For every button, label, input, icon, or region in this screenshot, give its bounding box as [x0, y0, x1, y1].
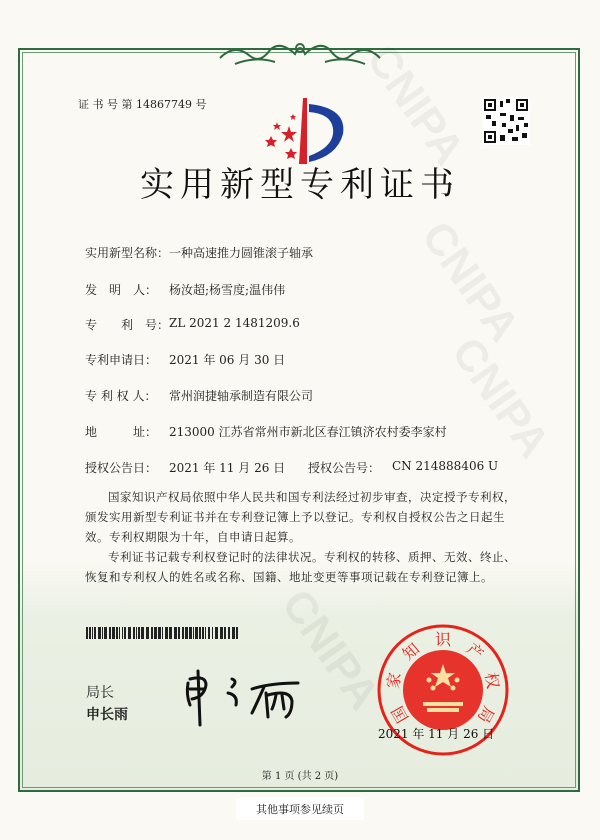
barcode-bar: [228, 627, 230, 639]
barcode-bar: [133, 627, 135, 639]
barcode-bar: [98, 627, 101, 639]
seal-character: 局: [474, 702, 499, 727]
barcode-bar: [162, 627, 163, 639]
field-value: ZL 2021 2 1481209.6: [169, 316, 300, 330]
footer-note: 其他事项参见续页: [236, 798, 364, 820]
barcode-bar: [89, 627, 91, 639]
watermark: CNIPA: [272, 580, 389, 719]
page-title: 实用新型专利证书: [140, 165, 460, 205]
barcode: [86, 627, 240, 639]
field-value: 2021 年 11 月 26 日: [169, 461, 286, 475]
field-value: 杨汝超;杨雪度;温伟伟: [169, 283, 286, 297]
barcode-bar: [178, 627, 180, 639]
field-value: 213000 江苏省常州市新北区春江镇济农村委李家村: [169, 425, 447, 439]
barcode-bar: [154, 627, 157, 639]
field-grant-date: [85, 459, 285, 476]
field-label: 专利申请日：: [85, 353, 158, 367]
field-label: 授权公告日：: [85, 461, 158, 475]
barcode-bar: [169, 627, 172, 639]
barcode-bar: [199, 627, 201, 639]
seal-date: 2021 年 11 月 26 日: [378, 727, 495, 741]
barcode-bar: [165, 627, 168, 639]
watermark: CNIPA: [412, 212, 529, 351]
barcode-bar: [104, 627, 107, 639]
field-name: [85, 244, 313, 261]
field-inventors: [85, 281, 285, 298]
barcode-bar: [215, 627, 218, 639]
barcode-bar: [220, 627, 223, 639]
barcode-bar: [94, 627, 96, 639]
barcode-bar: [116, 627, 118, 639]
barcode-bar: [158, 627, 161, 639]
field-label: 专 利 权 人：: [85, 389, 157, 403]
field-patent-number: [85, 316, 300, 333]
barcode-bar: [202, 627, 204, 639]
seal-character: 权: [481, 671, 503, 691]
barcode-bar: [232, 627, 235, 639]
barcode-bar: [189, 627, 192, 639]
cnipa-logo: [255, 96, 350, 168]
field-label: 实用新型名称：: [85, 246, 170, 260]
director-name: 申长雨: [86, 707, 128, 723]
seal-character: 知: [398, 638, 424, 664]
barcode-bar: [193, 627, 194, 639]
field-label: 授权公告号：: [308, 461, 381, 475]
barcode-bar: [182, 627, 184, 639]
qr-code: [482, 97, 530, 145]
grant-statement: 国家知识产权局依照中华人民共和国专利法经过初步审查，决定授予专利权，颁发实用新型专利证书并在专利登记簿上予以登记。专利权自授权公告之日起生效。专利权期限为十年，自申请日起算。: [85, 490, 516, 544]
barcode-bar: [146, 627, 149, 639]
barcode-bar: [174, 627, 177, 639]
barcode-bar: [124, 627, 126, 639]
page-info: 第 1 页 (共 2 页): [261, 771, 339, 782]
seal-character: 识: [435, 630, 452, 649]
barcode-bar: [102, 627, 103, 639]
seal-character: 家: [383, 671, 405, 691]
legal-status-statement: 专利证书记载专利权登记时的法律状况。专利权的转移、质押、无效、终止、恢复和专利权人的姓名或名称、国籍、地址变更等事项记载在专利登记簿上。: [85, 550, 516, 584]
director-signature: [180, 665, 310, 730]
barcode-bar: [128, 627, 131, 639]
barcode-bar: [236, 627, 238, 639]
field-application-date: [85, 351, 285, 368]
field-value: 2021 年 06 月 30 日: [169, 353, 286, 367]
seal-character: 产: [462, 638, 488, 664]
barcode-bar: [212, 627, 213, 639]
watermark: CNIPA: [442, 328, 559, 467]
barcode-bar: [122, 627, 123, 639]
barcode-bar: [138, 627, 140, 639]
barcode-bar: [119, 627, 120, 639]
barcode-bar: [136, 627, 137, 639]
seal-character: 国: [387, 702, 412, 727]
field-label: 地 址：: [85, 425, 158, 439]
field-value: 一种高速推力圆锥滚子轴承: [169, 246, 314, 260]
field-address: [85, 423, 447, 440]
field-announcement-number: [308, 459, 498, 476]
director-title: 局长: [86, 685, 114, 701]
barcode-bar: [112, 627, 115, 639]
field-patentee: [85, 387, 313, 404]
field-label: 发 明 人：: [85, 283, 158, 297]
barcode-bar: [109, 627, 111, 639]
seal-text-ring: [375, 622, 511, 727]
barcode-bar: [185, 627, 188, 639]
field-value: 常州润捷轴承制造有限公司: [169, 389, 314, 403]
watermark: CNIPA: [357, 35, 474, 174]
barcode-bar: [205, 627, 206, 639]
barcode-bar: [141, 627, 144, 639]
field-label: 专 利 号：: [85, 318, 170, 332]
barcode-bar: [224, 627, 226, 639]
barcode-bar: [195, 627, 198, 639]
barcode-bar: [208, 627, 210, 639]
barcode-bar: [151, 627, 153, 639]
barcode-bar: [92, 627, 93, 639]
barcode-bar: [86, 627, 88, 639]
certificate-number: 证 书 号 第 14867749 号: [78, 98, 207, 111]
field-value: CN 214888406 U: [392, 459, 499, 473]
